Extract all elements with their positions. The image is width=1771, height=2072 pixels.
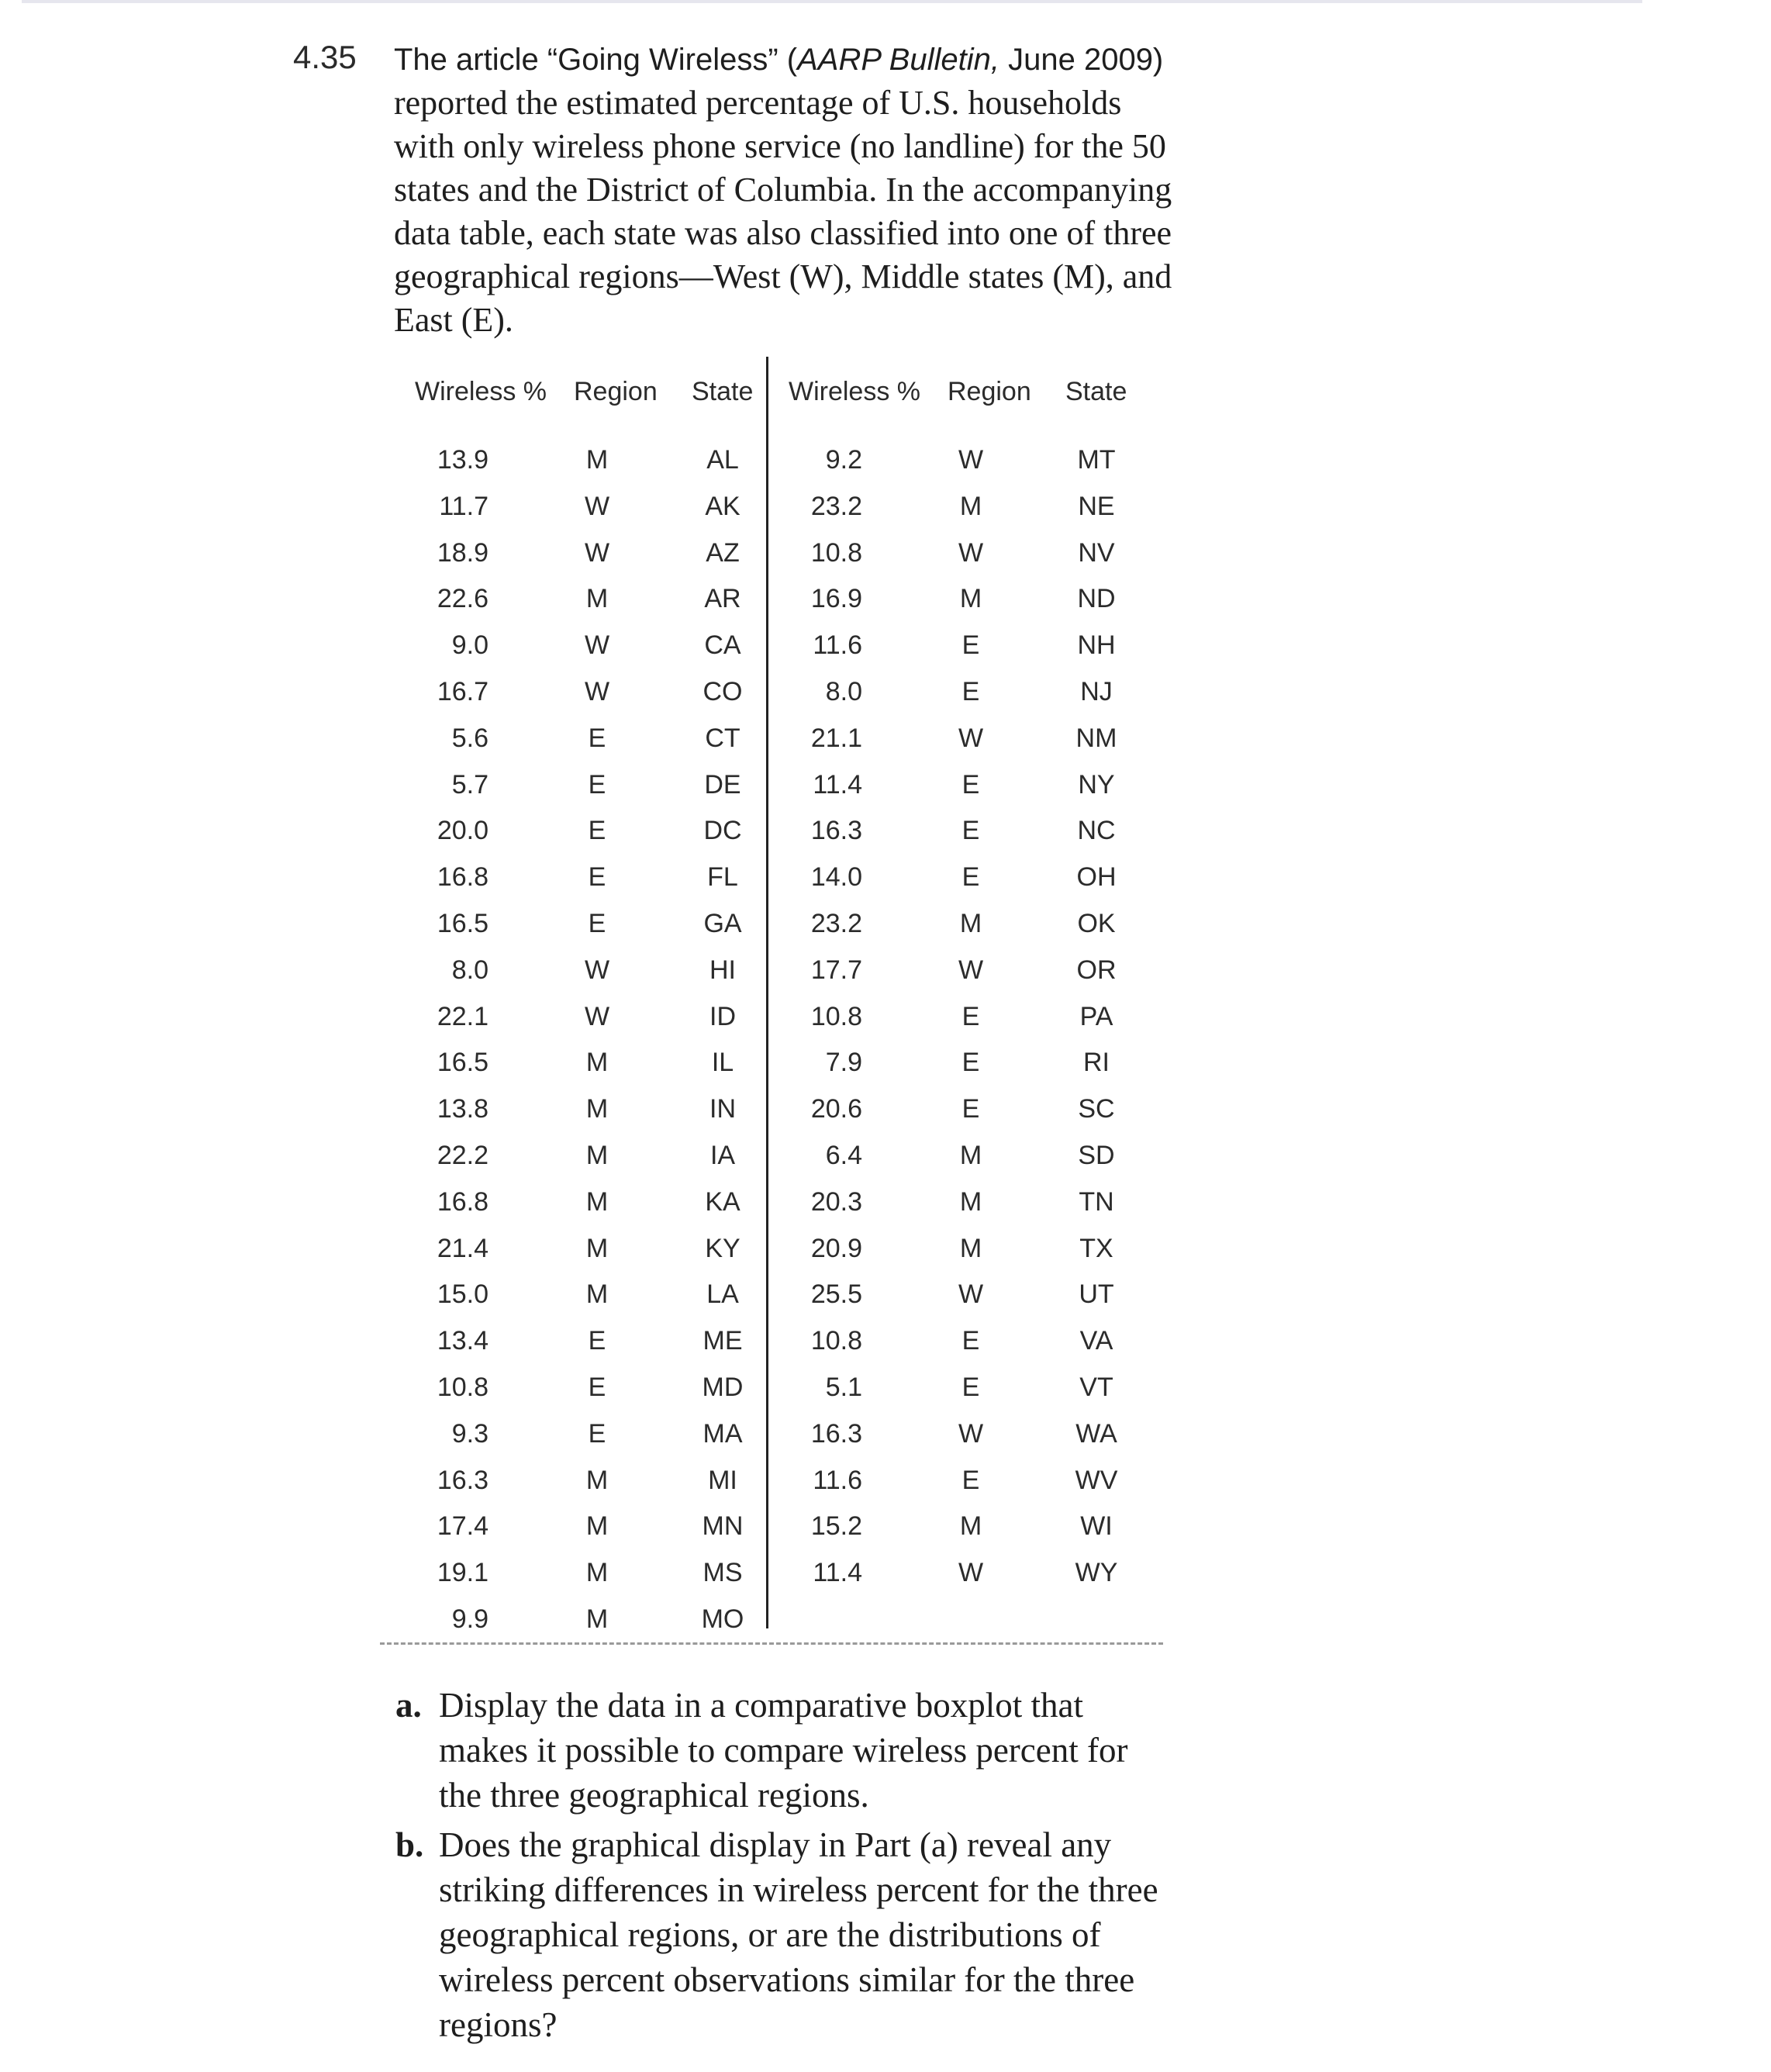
header-state: State (1065, 377, 1127, 406)
question-text: Display the data in a comparative boxplot that makes it possible to compare wireless percent for the three geographical regions. (439, 1686, 1128, 1815)
region-cell: W (958, 1418, 984, 1449)
region-cell: E (588, 816, 606, 846)
question-label: a. (395, 1686, 422, 1725)
table-row (769, 1141, 1141, 1187)
state-cell: NY (1078, 769, 1115, 799)
region-cell: E (961, 1326, 980, 1356)
wireless-percent-cell: 22.6 (437, 584, 488, 614)
source-title: AARP Bulletin, (797, 43, 999, 77)
region-cell: M (585, 1511, 609, 1542)
region-cell: M (959, 491, 982, 521)
region-cell: E (588, 1418, 606, 1449)
wireless-percent-cell: 23.2 (810, 909, 862, 938)
table-row (395, 1141, 768, 1187)
table-row (395, 492, 768, 538)
state-cell: WI (1080, 1511, 1113, 1542)
wireless-percent-cell: 16.5 (437, 909, 488, 938)
wireless-percent-cell: 10.8 (810, 1001, 862, 1031)
state-cell: IL (711, 1048, 734, 1078)
wireless-percent-cell: 11.4 (813, 769, 862, 799)
state-cell: KA (705, 1186, 741, 1217)
wireless-percent-cell: 15.0 (437, 1279, 488, 1310)
state-cell: MA (703, 1418, 743, 1449)
state-cell: OK (1077, 909, 1116, 938)
table-row (769, 1234, 1141, 1280)
region-cell: E (588, 723, 606, 753)
table-row (769, 862, 1141, 909)
region-cell: W (584, 955, 610, 985)
state-cell: RI (1083, 1048, 1110, 1078)
problem-intro (394, 37, 1185, 342)
state-cell: UT (1079, 1279, 1114, 1310)
wireless-percent-cell: 5.7 (451, 769, 488, 799)
region-cell: W (958, 955, 984, 985)
wireless-percent-cell: 14.0 (810, 862, 862, 893)
problem-number: 4.35 (293, 39, 357, 75)
state-cell: AL (706, 445, 739, 475)
table-row (769, 1326, 1141, 1373)
wireless-percent-cell: 23.2 (810, 491, 862, 521)
wireless-percent-cell: 13.8 (437, 1094, 488, 1124)
state-cell: TX (1079, 1233, 1113, 1263)
wireless-percent-cell: 8.0 (451, 955, 488, 985)
state-cell: WA (1075, 1418, 1117, 1449)
state-cell: NV (1078, 537, 1115, 568)
wireless-percent-cell: 16.8 (437, 1186, 488, 1217)
region-cell: E (961, 630, 980, 661)
state-cell: IN (709, 1094, 736, 1124)
header-wireless: Wireless % (789, 377, 921, 406)
state-cell: NE (1078, 491, 1115, 521)
question-label: b. (395, 1825, 424, 1864)
wireless-percent-cell: 19.1 (437, 1558, 488, 1588)
wireless-percent-cell: 20.0 (437, 816, 488, 846)
region-cell: E (588, 1373, 606, 1402)
questions (395, 1683, 1179, 2052)
table-row (395, 909, 768, 955)
region-cell: M (585, 584, 609, 614)
region-cell: W (584, 491, 610, 521)
state-cell: GA (703, 909, 742, 938)
state-cell: OH (1076, 862, 1117, 893)
wireless-percent-cell: 5.6 (451, 723, 488, 753)
region-cell: M (585, 445, 609, 475)
wireless-percent-cell: 17.7 (810, 955, 862, 985)
table-row (769, 770, 1141, 817)
table-row (395, 723, 768, 770)
region-cell: E (961, 862, 980, 893)
state-cell: DE (704, 769, 741, 799)
table-row (395, 1048, 768, 1094)
table-row (769, 677, 1141, 723)
state-cell: HI (709, 955, 736, 985)
region-cell: M (585, 1604, 609, 1634)
region-cell: W (958, 537, 984, 568)
wireless-percent-cell: 16.9 (810, 584, 862, 614)
wireless-percent-cell: 10.8 (810, 1326, 862, 1356)
state-cell: NM (1075, 723, 1117, 753)
question-text: Does the graphical display in Part (a) reveal any striking differences in wireless percent for the three geographical regions, or are the distributions of wireless percent observations similar for the three regions? (439, 1825, 1158, 2044)
region-cell: W (584, 1001, 610, 1031)
region-cell: E (961, 1048, 980, 1078)
region-cell: E (588, 862, 606, 893)
region-cell: M (585, 1186, 609, 1217)
table-row (395, 1558, 768, 1604)
region-cell: M (959, 1511, 982, 1542)
region-cell: M (585, 1233, 609, 1263)
wireless-percent-cell: 13.4 (437, 1326, 488, 1356)
state-cell: VA (1079, 1326, 1113, 1356)
wireless-percent-cell: 9.0 (451, 630, 488, 661)
table-row (769, 955, 1141, 1002)
column-divider (766, 357, 768, 1628)
region-cell: E (588, 909, 606, 938)
wireless-percent-cell: 20.6 (810, 1094, 862, 1124)
state-cell: WV (1075, 1465, 1118, 1495)
wireless-percent-cell: 13.9 (437, 445, 488, 475)
state-cell: VT (1079, 1373, 1113, 1402)
wireless-percent-cell: 9.9 (451, 1604, 488, 1634)
state-cell: AR (704, 584, 741, 614)
table-row (769, 1002, 1141, 1048)
wireless-percent-cell: 10.8 (810, 537, 862, 568)
region-cell: M (959, 1141, 982, 1170)
state-cell: LA (706, 1279, 739, 1310)
region-cell: E (961, 816, 980, 846)
region-cell: W (958, 1558, 984, 1588)
wireless-percent-cell: 11.4 (813, 1558, 862, 1588)
state-cell: CO (703, 677, 743, 706)
table-row (395, 1466, 768, 1512)
data-table (395, 364, 1171, 1648)
table-row (769, 1558, 1141, 1604)
state-cell: DC (703, 816, 742, 846)
region-cell: W (584, 677, 610, 706)
table-row (395, 955, 768, 1002)
table-row (769, 1511, 1141, 1558)
table-row (395, 1373, 768, 1419)
region-cell: M (585, 1558, 609, 1588)
state-cell: MO (701, 1604, 744, 1634)
question-b (395, 1822, 1179, 2047)
table-left-half (395, 364, 768, 1648)
table-row (395, 630, 768, 677)
state-cell: SC (1078, 1094, 1115, 1124)
table-row (395, 770, 768, 817)
table-row (395, 1094, 768, 1141)
table-row (769, 723, 1141, 770)
table-row (395, 1511, 768, 1558)
wireless-percent-cell: 16.5 (437, 1048, 488, 1078)
table-row (769, 584, 1141, 630)
table-row (769, 1048, 1141, 1094)
region-cell: E (588, 769, 606, 799)
region-cell: E (961, 1373, 980, 1402)
region-cell: W (958, 1279, 984, 1310)
state-cell: ND (1077, 584, 1116, 614)
table-row (769, 445, 1141, 492)
table-row (395, 677, 768, 723)
state-cell: MT (1077, 445, 1116, 475)
table-row (395, 1326, 768, 1373)
state-cell: MI (708, 1465, 737, 1495)
state-cell: MS (703, 1558, 743, 1588)
table-row (769, 538, 1141, 585)
region-cell: W (958, 445, 984, 475)
table-row (395, 816, 768, 862)
wireless-percent-cell: 11.6 (813, 630, 862, 661)
table-row (769, 1094, 1141, 1141)
state-cell: PA (1079, 1001, 1113, 1031)
region-cell: E (961, 677, 980, 706)
intro-lead: The article “Going Wireless” ( (394, 43, 798, 77)
table-row (769, 630, 1141, 677)
region-cell: W (958, 723, 984, 753)
state-cell: WY (1075, 1558, 1118, 1588)
state-cell: TN (1079, 1186, 1114, 1217)
wireless-percent-cell: 21.1 (810, 723, 862, 753)
wireless-percent-cell: 16.3 (810, 816, 862, 846)
state-cell: CT (705, 723, 741, 753)
state-cell: FL (707, 862, 738, 893)
state-cell: AZ (706, 537, 740, 568)
table-row (769, 1187, 1141, 1234)
wireless-percent-cell: 8.0 (825, 677, 862, 706)
wireless-percent-cell: 22.2 (437, 1141, 488, 1170)
wireless-percent-cell: 10.8 (437, 1373, 488, 1402)
state-cell: IA (709, 1141, 736, 1170)
table-row (769, 1373, 1141, 1419)
wireless-percent-cell: 11.6 (813, 1465, 862, 1495)
wireless-percent-cell: 9.2 (825, 445, 862, 475)
table-row (769, 1279, 1141, 1326)
table-bottom-rule (380, 1642, 1163, 1645)
intro-body: reported the estimated percentage of U.S. households with only wireless phone service (no landline) for the 50 states and the District of Columbia. In the accompanying data table, each state was also classified into one of three geographical regions—West (W), Middle states (M), and East (E). (394, 84, 1172, 339)
region-cell: M (959, 1186, 982, 1217)
table-row (395, 1279, 768, 1326)
state-cell: ME (703, 1326, 743, 1356)
wireless-percent-cell: 20.3 (810, 1186, 862, 1217)
region-cell: M (585, 1141, 609, 1170)
wireless-percent-cell: 16.3 (437, 1465, 488, 1495)
table-row (395, 584, 768, 630)
region-cell: E (961, 769, 980, 799)
table-row (395, 862, 768, 909)
header-wireless: Wireless % (415, 377, 547, 406)
region-cell: W (584, 537, 610, 568)
wireless-percent-cell: 16.3 (810, 1418, 862, 1449)
question-a (395, 1683, 1179, 1818)
table-row (395, 538, 768, 585)
wireless-percent-cell: 17.4 (437, 1511, 488, 1542)
region-cell: E (961, 1465, 980, 1495)
table-row (395, 1002, 768, 1048)
state-cell: MD (702, 1373, 744, 1402)
state-cell: KY (705, 1233, 741, 1263)
state-cell: CA (704, 630, 741, 661)
wireless-percent-cell: 9.3 (451, 1418, 488, 1449)
header-state: State (692, 377, 754, 406)
source-date: June 2009) (999, 43, 1164, 77)
state-cell: SD (1078, 1141, 1115, 1170)
wireless-percent-cell: 22.1 (437, 1001, 488, 1031)
state-cell: ID (709, 1001, 736, 1031)
top-border (22, 0, 1642, 3)
region-cell: M (959, 1233, 982, 1263)
wireless-percent-cell: 18.9 (437, 537, 488, 568)
table-row (769, 1419, 1141, 1466)
wireless-percent-cell: 5.1 (825, 1373, 862, 1402)
wireless-percent-cell: 7.9 (825, 1048, 862, 1078)
wireless-percent-cell: 15.2 (810, 1511, 862, 1542)
header-region: Region (948, 377, 1031, 406)
region-cell: E (961, 1094, 980, 1124)
table-right-half (769, 364, 1141, 1648)
table-row (395, 1419, 768, 1466)
region-cell: E (588, 1326, 606, 1356)
table-row (769, 492, 1141, 538)
state-cell: NC (1077, 816, 1116, 846)
region-cell: M (959, 909, 982, 938)
state-cell: OR (1076, 955, 1117, 985)
region-cell: M (585, 1465, 609, 1495)
table-row (395, 445, 768, 492)
wireless-percent-cell: 16.8 (437, 862, 488, 893)
region-cell: M (585, 1279, 609, 1310)
table-row (395, 1234, 768, 1280)
state-cell: AK (705, 491, 741, 521)
wireless-percent-cell: 16.7 (437, 677, 488, 706)
state-cell: NJ (1080, 677, 1113, 706)
wireless-percent-cell: 6.4 (825, 1141, 862, 1170)
wireless-percent-cell: 25.5 (810, 1279, 862, 1310)
region-cell: E (961, 1001, 980, 1031)
wireless-percent-cell: 21.4 (437, 1233, 488, 1263)
region-cell: W (584, 630, 610, 661)
table-row (769, 1466, 1141, 1512)
state-cell: NH (1077, 630, 1116, 661)
region-cell: M (959, 584, 982, 614)
table-row (395, 1187, 768, 1234)
region-cell: M (585, 1048, 609, 1078)
wireless-percent-cell: 11.7 (439, 491, 488, 521)
wireless-percent-cell: 20.9 (810, 1233, 862, 1263)
header-region: Region (574, 377, 658, 406)
state-cell: MN (702, 1511, 744, 1542)
table-row (769, 909, 1141, 955)
table-row (769, 816, 1141, 862)
region-cell: M (585, 1094, 609, 1124)
